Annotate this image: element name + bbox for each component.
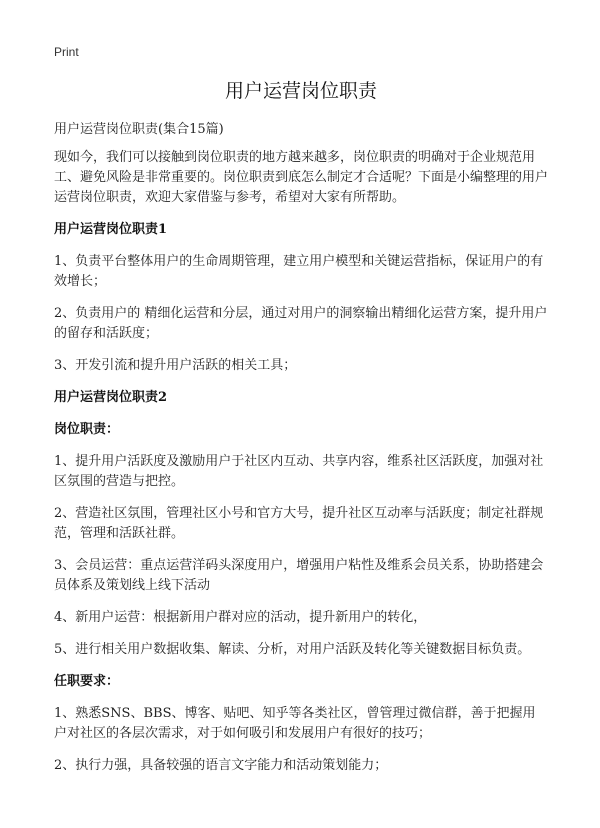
requirement-item: 2、执行力强，具备较强的语言文字能力和活动策划能力； [54, 758, 388, 773]
requirement-item: 1、熟悉SNS、BBS、博客、贴吧、知乎等各类社区，曾管理过微信群，善于把握用户对社区的各层次需求，对于如何吸引和发展用户有很好的技巧； [54, 706, 536, 741]
duty-item: 3、会员运营：重点运营洋码头深度用户，增强用户粘性及维系会员关系，协助搭建会员体系及策划线上线下活动 [54, 558, 544, 593]
section1-heading: 用户运营岗位职责1 [54, 222, 168, 237]
intro-paragraph: 现如今，我们可以接触到岗位职责的地方越来越多，岗位职责的明确对于企业规范用工、避免风险是非常重要的。岗位职责到底怎么制定才合适呢？下面是小编整理的用户运营岗位职责，欢迎大家借鉴与参考，希望对大家有所帮助。 [54, 150, 549, 205]
duty-item: 1、提升用户活跃度及激励用户于社区内互动、共享内容，维系社区活跃度，加强对社区氛围的营造与把控。 [54, 454, 544, 489]
print-label: Print [54, 45, 79, 59]
duty-item: 4、新用户运营：根据新用户群对应的活动，提升新用户的转化， [54, 610, 427, 625]
section1-item: 1、负责平台整体用户的生命周期管理，建立用户模型和关键运营指标，保证用户的有效增长； [54, 254, 544, 289]
requirements-heading: 任职要求： [54, 674, 120, 689]
duty-item: 5、进行相关用户数据收集、解读、分析，对用户活跃及转化等关键数据目标负责。 [54, 642, 531, 657]
section1-item: 3、开发引流和提升用户活跃的相关工具； [54, 358, 297, 373]
document-subtitle: 用户运营岗位职责(集合15篇) [54, 122, 224, 137]
duties-heading: 岗位职责： [54, 422, 120, 437]
duty-item: 2、营造社区氛围，管理社区小号和官方大号，提升社区互动率与活跃度；制定社群规范，管理和活跃社群。 [54, 506, 544, 541]
section2-heading: 用户运营岗位职责2 [54, 390, 168, 405]
section1-item: 2、负责用户的 精细化运营和分层，通过对用户的洞察输出精细化运营方案，提升用户的留存和活跃度； [54, 306, 548, 341]
page-title: 用户运营岗位职责 [224, 80, 377, 102]
